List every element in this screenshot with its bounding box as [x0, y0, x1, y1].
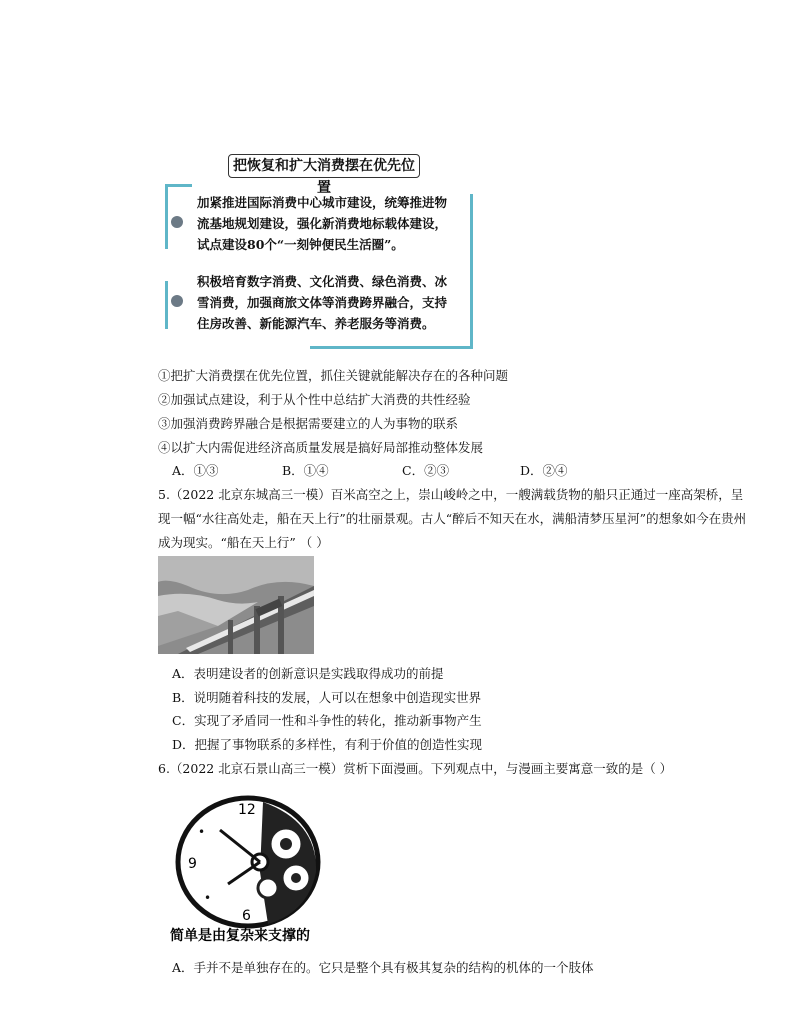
option-c[interactable]: C．②③: [402, 463, 450, 478]
option-b[interactable]: B．①④: [282, 463, 329, 478]
option-b[interactable]: B．说明随着科技的发展，人可以在想象中创造现实世界: [172, 690, 482, 705]
clock-cartoon: [168, 792, 333, 944]
clock-number: 12: [238, 802, 256, 818]
statement: ①把扩大消费摆在优先位置，抓住关键就能解决存在的各种问题: [158, 368, 509, 383]
bullet-icon: [171, 216, 183, 228]
ship-bridge-photo: [158, 556, 314, 654]
paragraph-text: 加紧推进国际消费中心城市建设，统筹推进物流基地规划建设，强化新消费地标载体建设，试点建设80个“一刻钟便民生活圈”。: [197, 195, 448, 252]
statement: ②加强试点建设，利于从个性中总结扩大消费的共性经验: [158, 392, 471, 407]
option-d[interactable]: D．把握了事物联系的多样性，有利于价值的创造性实现: [172, 737, 483, 752]
question-stem: 6.（2022 北京石景山高三一模）赏析下面漫画。下列观点中，与漫画主要寓意一致的是（ ）: [158, 761, 673, 776]
option-a[interactable]: A．表明建设者的创新意识是实践取得成功的前提: [172, 666, 444, 681]
clock-number: 9: [188, 856, 197, 872]
bullet-icon: [171, 295, 183, 307]
infographic-paragraph: [183, 271, 449, 334]
question-stem: 现一幅“水往高处走，船在天上行”的壮丽景观。古人“醉后不知天在水，满船清梦压星河”的想象如今在贵州: [158, 511, 747, 526]
option-a[interactable]: A．①③: [172, 463, 219, 478]
svg-text:•: •: [204, 891, 212, 905]
paragraph-text: 积极培育数字消费、文化消费、绿色消费、冰雪消费，加强商旅文体等消费跨界融合，支持住房改善、新能源汽车、养老服务等消费。: [197, 274, 448, 331]
cartoon-caption: 简单是由复杂来支撑的: [170, 928, 310, 944]
frame-corner: [310, 332, 473, 349]
statement: ③加强消费跨界融合是根据需要建立的人为事物的联系: [158, 416, 459, 431]
infographic-frame: [165, 184, 473, 349]
infographic-title: 把恢复和扩大消费摆在优先位置: [228, 154, 420, 178]
statement: ④以扩大内需促进经济高质量发展是搞好局部推动整体发展: [158, 440, 484, 455]
infographic-paragraph: [183, 192, 449, 255]
answer-options: [172, 459, 630, 483]
clock-number: 6: [242, 908, 251, 924]
option-a[interactable]: A．手并不是单独存在的。它只是整个具有极其复杂的结构的机体的一个肢体: [172, 960, 594, 975]
option-d[interactable]: D．②④: [520, 463, 568, 478]
option-c[interactable]: C．实现了矛盾同一性和斗争性的转化，推动新事物产生: [172, 713, 482, 728]
question-stem: 5.（2022 北京东城高三一模）百米高空之上，崇山峻岭之中，一艘满载货物的船只正通过一座高架桥，呈: [158, 487, 744, 502]
frame-corner: [452, 194, 473, 334]
infographic-body: [183, 192, 449, 334]
svg-text:•: •: [198, 825, 206, 839]
question-stem: 成为现实。“船在天上行” （ ）: [158, 535, 329, 550]
